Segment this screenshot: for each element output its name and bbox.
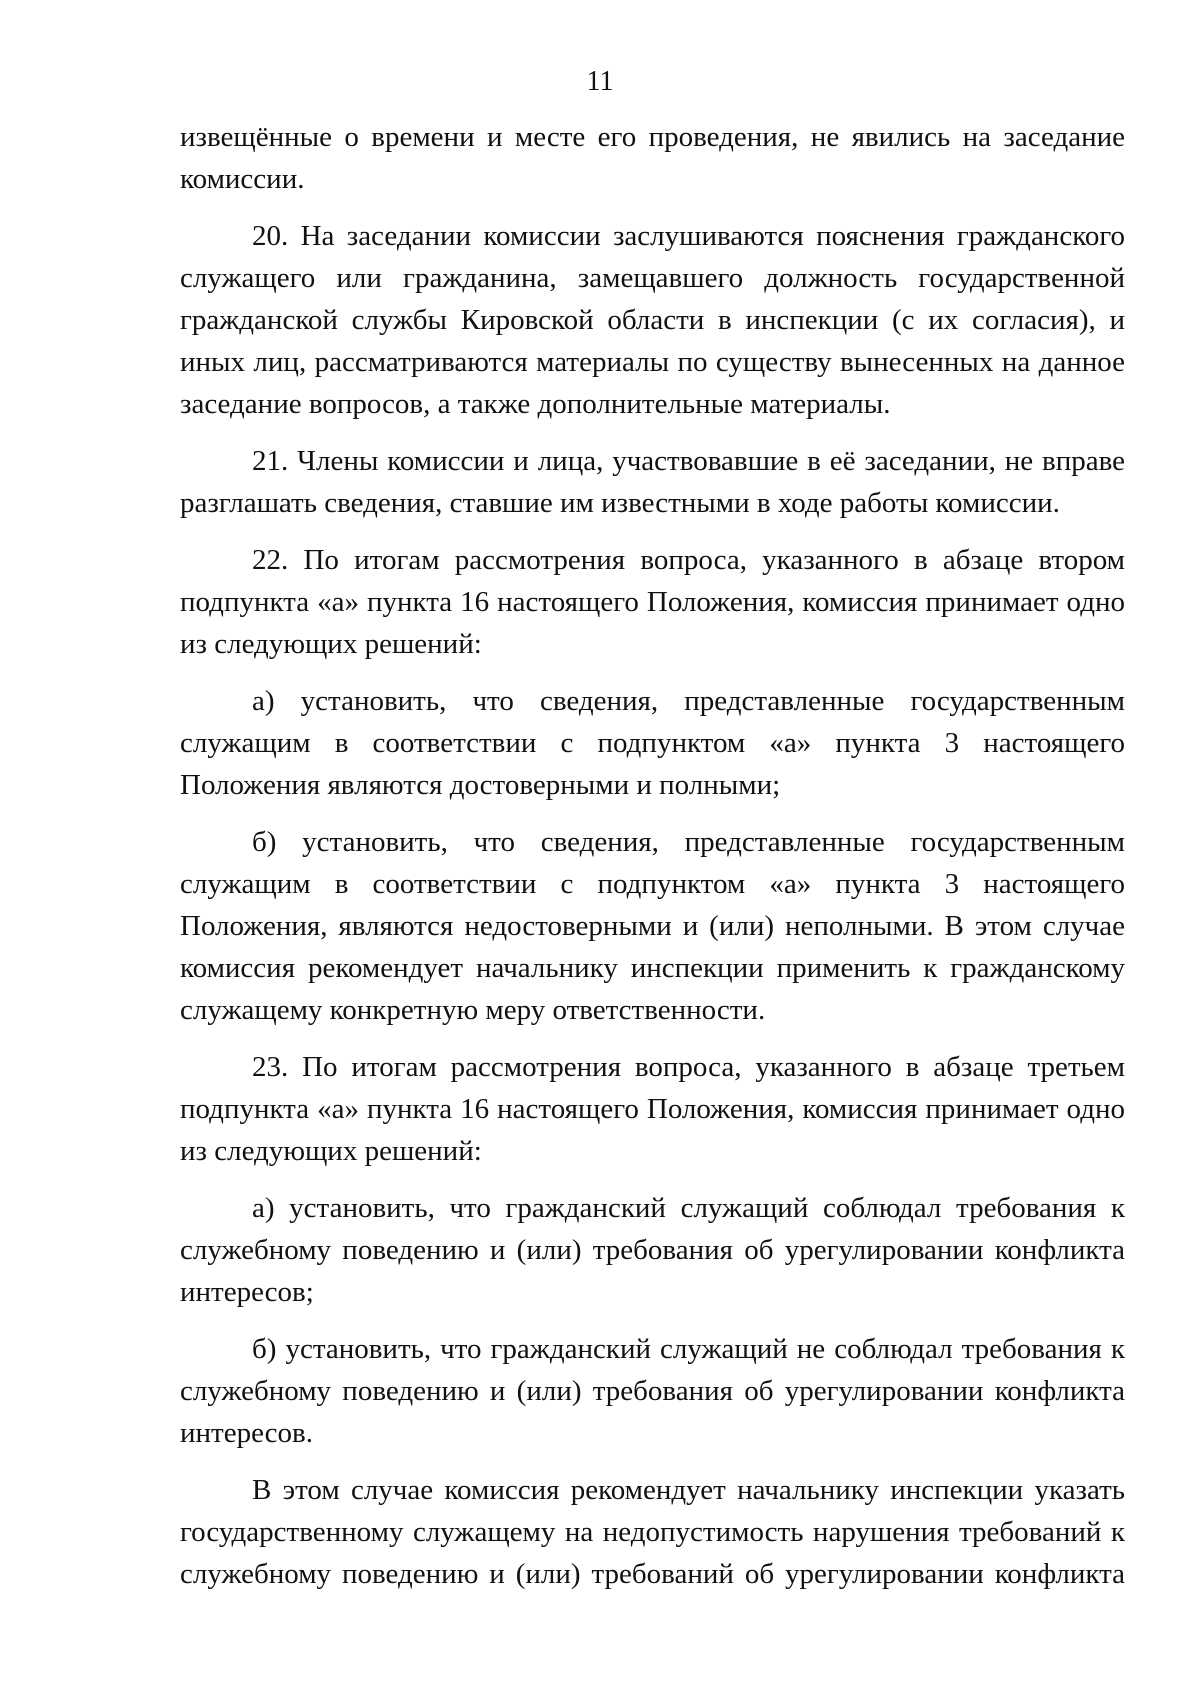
paragraph-item-21: 21. Члены комиссии и лица, участвовавшие в её заседании, не вправе разглашать сведения, ставшие им известными в ходе работы комиссии.: [180, 445, 1125, 519]
paragraph-item-23-b-consequence: В этом случае комиссия рекомендует начальнику инспекции указать государственному служащему на недопустимость нарушения требований к служебному поведению и (или) требований об урегулировании конфликта: [180, 1474, 1125, 1590]
paragraph-continuation: извещённые о времени и месте его проведения, не явились на заседание комиссии.: [180, 121, 1125, 195]
page-number: 11: [586, 66, 614, 97]
paragraph-item-20: 20. На заседании комиссии заслушиваются пояснения гражданского служащего или гражданина, замещавшего должность государственной гражданской службы Кировской области в инспекции (с их согласия), и иных лиц, рассматриваются материалы по существу вынесенных на данное заседание вопросов, а также дополнительные материалы.: [180, 220, 1125, 420]
paragraph-item-22-a: а) установить, что сведения, представленные государственным служащим в соответствии с подпунктом «а» пункта 3 настоящего Положения являются достоверными и полными;: [180, 685, 1125, 801]
paragraph-item-22-b: б) установить, что сведения, представленные государственным служащим в соответствии с подпунктом «а» пункта 3 настоящего Положения, являются недостоверными и (или) неполными. В этом случае комиссия рекомендует начальнику инспекции применить к гражданскому служащему конкретную меру ответственности.: [180, 826, 1125, 1026]
paragraph-item-23: 23. По итогам рассмотрения вопроса, указанного в абзаце третьем подпункта «а» пункта 16 настоящего Положения, комиссия принимает одно из следующих решений:: [180, 1051, 1125, 1167]
paragraph-item-23-a: а) установить, что гражданский служащий соблюдал требования к служебному поведению и (или) требования об урегулировании конфликта интересов;: [180, 1192, 1125, 1308]
paragraph-item-22: 22. По итогам рассмотрения вопроса, указанного в абзаце втором подпункта «а» пункта 16 настоящего Положения, комиссия принимает одно из следующих решений:: [180, 544, 1125, 660]
document-body: [180, 116, 1125, 1610]
paragraph-item-23-b: б) установить, что гражданский служащий не соблюдал требования к служебному поведению и (или) требования об урегулировании конфликта интересов.: [180, 1333, 1125, 1449]
